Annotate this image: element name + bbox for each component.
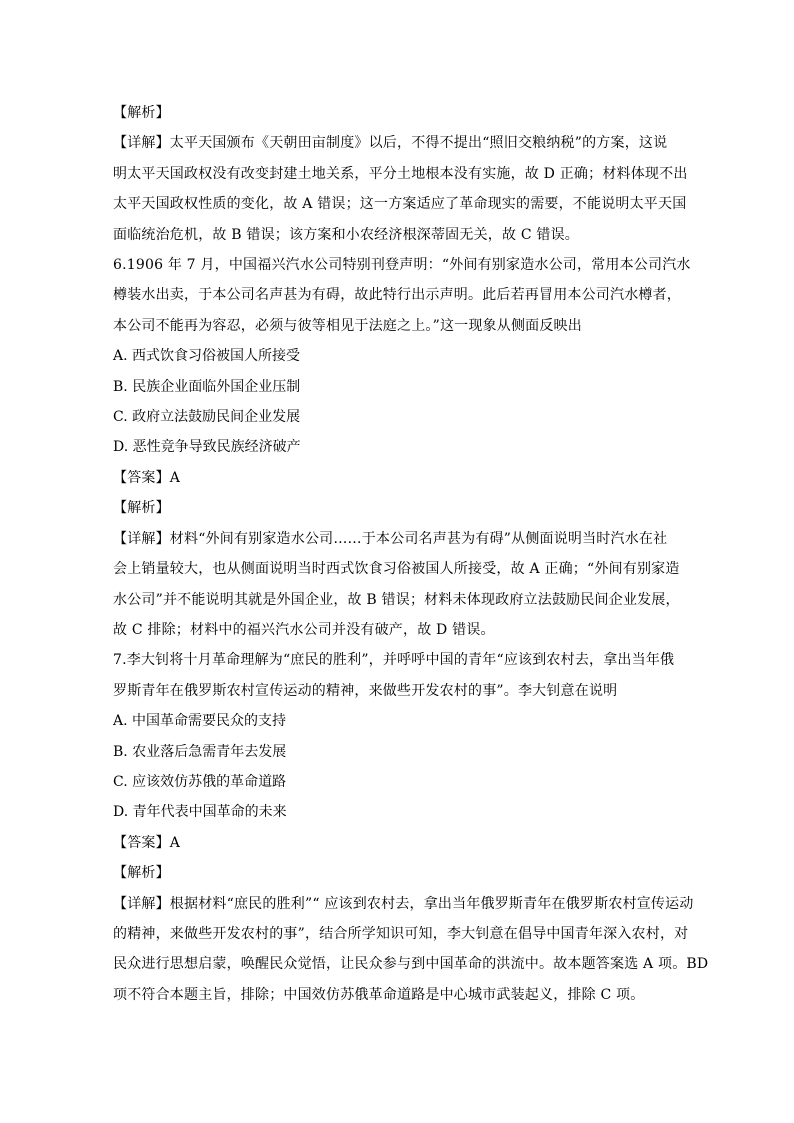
explanation-q5 <box>113 128 693 250</box>
option-d: D. 青年代表中国革命的未来 <box>113 804 287 821</box>
text-line: 项不符合本题主旨，排除；中国效仿苏俄革命道路是中心城市武装起义，排除 C 项。 <box>113 986 645 1003</box>
text-line: 樽装水出卖，于本公司名声甚为有碍，故此特行出示声明。此后若再冒用本公司汽水樽者， <box>113 287 681 304</box>
question-6 <box>113 250 693 341</box>
text-line: 会上销量较大，也从侧面说明当时西式饮食习俗被国人所接受，故 A 正确；“外间有别家造 <box>113 561 680 578</box>
answer-line: 【答案】A <box>113 469 181 486</box>
text-line: 【解析】 <box>113 105 170 121</box>
text-line: 本公司不能再为容忍，必须与彼等相见于法庭之上。”这一现象从侧面反映出 <box>113 317 582 334</box>
answer-line: 【答案】A <box>113 834 181 851</box>
text-line: 7.李大钊将十月革命理解为“庶民的胜利”，并呼呼中国的青年“应该到农村去，拿出当年俄 <box>113 652 675 669</box>
text-line: 明太平天国政权没有改变封建土地关系，平分土地根本没有实施，故 D 正确；材料体现不出 <box>113 165 688 182</box>
option-b: B. 农业落后急需青年去发展 <box>113 743 287 760</box>
option-c: C. 政府立法鼓励民间企业发展 <box>113 409 301 426</box>
text-line: 【详解】根据材料“庶民的胜利”“ 应该到农村去，拿出当年俄罗斯青年在俄罗斯农村宣传运动 <box>113 895 694 912</box>
text-line: 太平天国政权性质的变化，故 A 错误；这一方案适应了革命现实的需要，不能说明太平天国 <box>113 196 687 213</box>
text-line: 的精神，来做些开发农村的事”，结合所学知识可知，李大钊意在倡导中国青年深入农村，对 <box>113 925 689 942</box>
option-a: A. 西式饮食习俗被国人所接受 <box>113 348 301 365</box>
text-line: 故 C 排除；材料中的福兴汽水公司并没有破产，故 D 错误。 <box>113 621 495 638</box>
explanation-q7 <box>113 889 709 1011</box>
explanation-q6 <box>113 524 693 646</box>
question-6-options <box>113 341 693 463</box>
text-line: 罗斯青年在俄罗斯农村宣传运动的精神，来做些开发农村的事”。李大钊意在说明 <box>113 682 618 699</box>
analysis-heading-1 <box>113 98 693 128</box>
answer-6 <box>113 463 693 524</box>
text-line: 民众进行思想启蒙，唤醒民众觉悟，让民众参与到中国革命的洪流中。故本题答案选 A 项。BD <box>113 956 709 973</box>
question-7-options <box>113 706 693 828</box>
option-a: A. 中国革命需要民众的支持 <box>113 713 287 730</box>
text-line: 6.1906 年 7 月，中国福兴汽水公司特别刊登声明：“外间有别家造水公司，常用本公司汽水 <box>113 257 691 274</box>
text-line: 【详解】太平天国颁布《天朝田亩制度》以后，不得不提出“照旧交粮纳税”的方案，这说 <box>113 135 668 152</box>
option-d: D. 恶性竞争导致民族经济破产 <box>113 439 301 456</box>
question-7 <box>113 645 693 706</box>
option-c: C. 应该效仿苏俄的革命道路 <box>113 773 287 790</box>
text-line: 水公司”并不能说明其就是外国企业，故 B 错误；材料未体现政府立法鼓励民间企业发展， <box>113 591 680 608</box>
text-line: 面临统治危机，故 B 错误；该方案和小农经济根深蒂固无关，故 C 错误。 <box>113 226 579 243</box>
option-b: B. 民族企业面临外国企业压制 <box>113 378 301 395</box>
document-page <box>113 98 709 1010</box>
analysis-heading: 【解析】 <box>113 865 170 882</box>
analysis-heading: 【解析】 <box>113 500 170 517</box>
text-line: 【详解】材料“外间有别家造水公司……于本公司名声甚为有碍”从侧面说明当时汽水在社 <box>113 530 668 547</box>
answer-7 <box>113 828 693 889</box>
